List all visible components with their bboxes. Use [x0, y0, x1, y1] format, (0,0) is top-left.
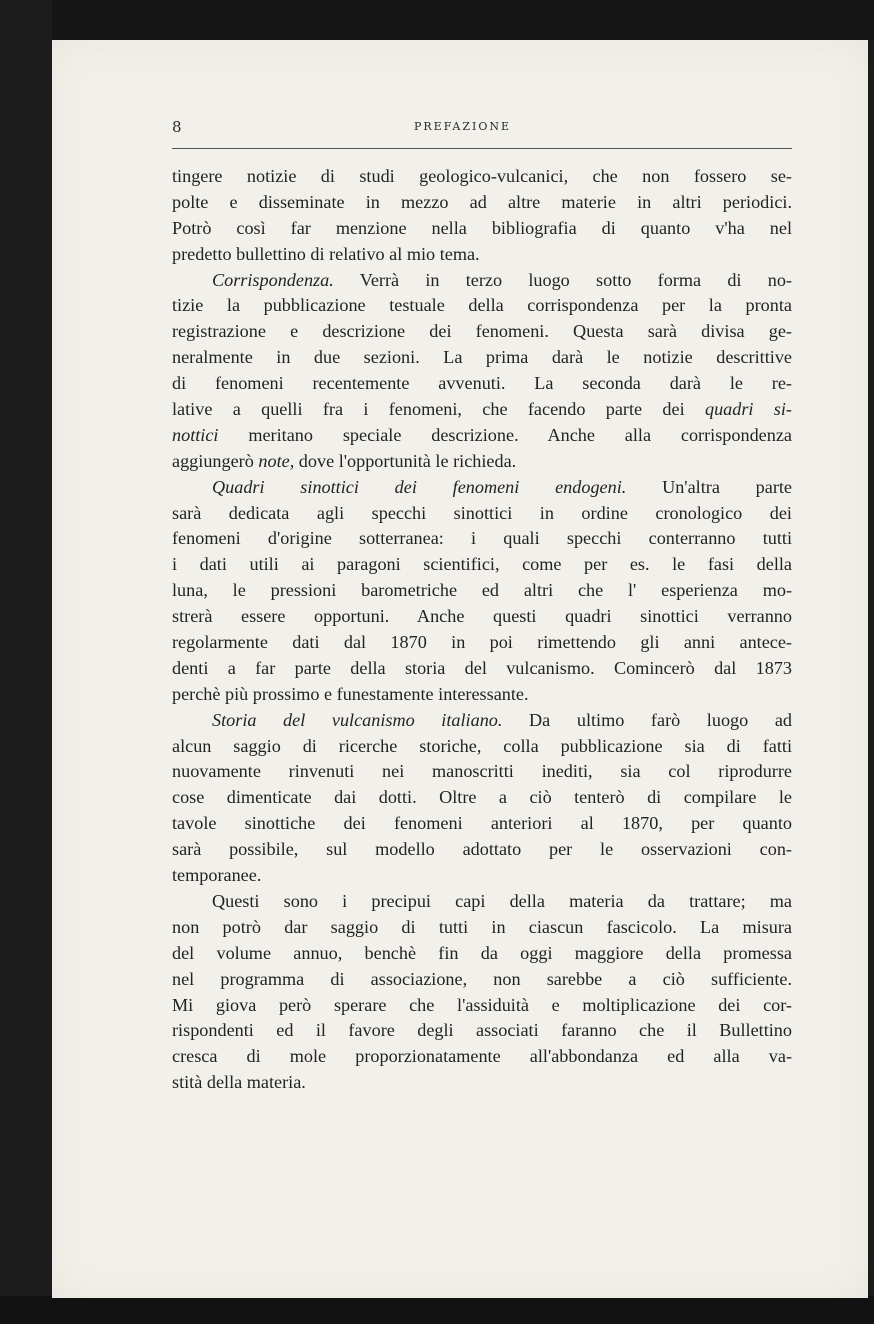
- text-line: [172, 837, 792, 863]
- text-line: [172, 501, 792, 527]
- text-span: meritano speciale descrizione. Anche alla corrispondenza: [218, 424, 792, 445]
- text-line: [172, 164, 792, 190]
- text-line: [172, 1044, 792, 1070]
- text-line: [172, 708, 792, 734]
- running-head: PREFAZIONE: [414, 120, 511, 133]
- text-line: [172, 993, 792, 1019]
- text-line: [172, 682, 792, 708]
- text-span: tingere notizie di studi geologico-vulcanici, che non fossero se-: [172, 166, 792, 186]
- text-span: strerà essere opportuni. Anche questi quadri sinottici verranno: [172, 606, 792, 627]
- italic-text: Storia del vulcanismo italiano.: [212, 709, 503, 730]
- scan-border-bottom: [0, 1296, 874, 1324]
- text-line: [172, 759, 792, 785]
- text-line: [172, 656, 792, 682]
- text-span: regolarmente dati dal 1870 in poi rimettendo gli anni antece-: [172, 632, 792, 653]
- text-span: nel programma di associazione, non sarebbe a ciò sufficiente.: [172, 968, 792, 989]
- text-line: [172, 785, 792, 811]
- page-number: 8: [172, 118, 182, 136]
- text-line: [172, 734, 792, 760]
- text-line: [172, 242, 792, 268]
- text-line: [172, 1070, 792, 1096]
- text-line: [172, 1018, 792, 1044]
- text-line: [172, 449, 792, 475]
- scan-border-left: [0, 0, 52, 1324]
- text-line: [172, 293, 792, 319]
- text-span: nuovamente rinvenuti nei manoscritti inediti, sia col riprodurre: [172, 761, 792, 782]
- text-line: [172, 371, 792, 397]
- text-line: [172, 941, 792, 967]
- text-span: aggiungerò: [172, 450, 259, 471]
- text-line: [172, 578, 792, 604]
- text-line: [172, 915, 792, 941]
- text-span: sarà possibile, sul modello adottato per le osservazioni con-: [172, 839, 792, 860]
- text-span: i dati utili ai paragoni scientifici, come per es. le fasi della: [172, 554, 792, 575]
- text-line: [172, 268, 792, 294]
- text-line: [172, 630, 792, 656]
- text-line: [172, 604, 792, 630]
- italic-text: nottici: [172, 424, 219, 445]
- text-line: [172, 811, 792, 837]
- text-span: sarà dedicata agli specchi sinottici in ordine cronologico dei: [172, 502, 792, 523]
- text-line: [172, 526, 792, 552]
- text-span: rispondenti ed il favore degli associati faranno che il Bullettino: [172, 1020, 792, 1041]
- italic-text: Corrispondenza.: [212, 269, 334, 290]
- text-span: di fenomeni recentemente avvenuti. La seconda darà le re-: [172, 373, 792, 394]
- text-line: [172, 423, 792, 449]
- body-text: [172, 164, 792, 1096]
- text-span: lative a quelli fra i fenomeni, che facendo parte dei: [172, 399, 705, 420]
- scan-border-top: [0, 0, 874, 40]
- text-span: fenomeni d'origine sotterranea: i quali specchi conterranno tutti: [172, 528, 792, 549]
- text-span: cresca di mole proporzionatamente all'abbondanza ed alla va-: [172, 1046, 792, 1067]
- text-line: [172, 889, 792, 915]
- text-line: [172, 216, 792, 242]
- text-span: luna, le pressioni barometriche ed altri che l' esperienza mo-: [172, 580, 792, 601]
- text-line: [172, 319, 792, 345]
- text-span: dove l'opportunità le richieda.: [294, 450, 517, 471]
- text-span: neralmente in due sezioni. La prima darà le notizie descrittive: [172, 347, 792, 368]
- text-span: Questi sono i precipui capi della materia da trattare; ma: [212, 890, 792, 911]
- text-span: tizie la pubblicazione testuale della corrispondenza per la pronta: [172, 295, 792, 316]
- text-span: cose dimenticate dai dotti. Oltre a ciò tenterò di compilare le: [172, 787, 792, 808]
- text-span: registrazione e descrizione dei fenomeni. Questa sarà divisa ge-: [172, 321, 792, 342]
- text-line: [172, 552, 792, 578]
- text-span: Mi giova però sperare che l'assiduità e moltiplicazione dei cor-: [172, 994, 792, 1015]
- text-span: temporanee.: [172, 865, 262, 886]
- text-span: Da ultimo farò luogo ad: [502, 709, 792, 730]
- text-line: [172, 190, 792, 216]
- text-line: [172, 863, 792, 889]
- text-line: [172, 345, 792, 371]
- text-span: Un'altra parte: [626, 476, 792, 497]
- text-span: tavole sinottiche dei fenomeni anteriori al 1870, per quanto: [172, 813, 792, 834]
- text-line: [172, 475, 792, 501]
- italic-text: quadri si-: [704, 399, 792, 420]
- italic-text: Quadri sinottici dei fenomeni endogeni.: [212, 476, 627, 497]
- italic-text: note,: [258, 450, 295, 471]
- text-span: predetto bullettino di relativo al mio tema.: [172, 243, 480, 264]
- text-span: alcun saggio di ricerche storiche, colla pubblicazione sia di fatti: [172, 735, 792, 756]
- text-span: non potrò dar saggio di tutti in ciascun fascicolo. La misura: [172, 916, 792, 937]
- text-span: del volume annuo, benchè fin da oggi maggiore della promessa: [172, 942, 792, 963]
- text-span: stità della materia.: [172, 1072, 306, 1093]
- text-span: denti a far parte della storia del vulcanismo. Comincerò dal 1873: [172, 657, 792, 678]
- text-span: Potrò così far menzione nella bibliografia di quanto v'ha nel: [172, 217, 792, 238]
- text-span: polte e disseminate in mezzo ad altre materie in altri periodici.: [172, 191, 792, 212]
- header-rule: [172, 148, 792, 149]
- page-header: [172, 118, 788, 140]
- text-line: [172, 397, 792, 423]
- text-line: [172, 967, 792, 993]
- text-span: Verrà in terzo luogo sotto forma di no-: [333, 269, 792, 290]
- text-span: perchè più prossimo e funestamente interessante.: [172, 683, 529, 704]
